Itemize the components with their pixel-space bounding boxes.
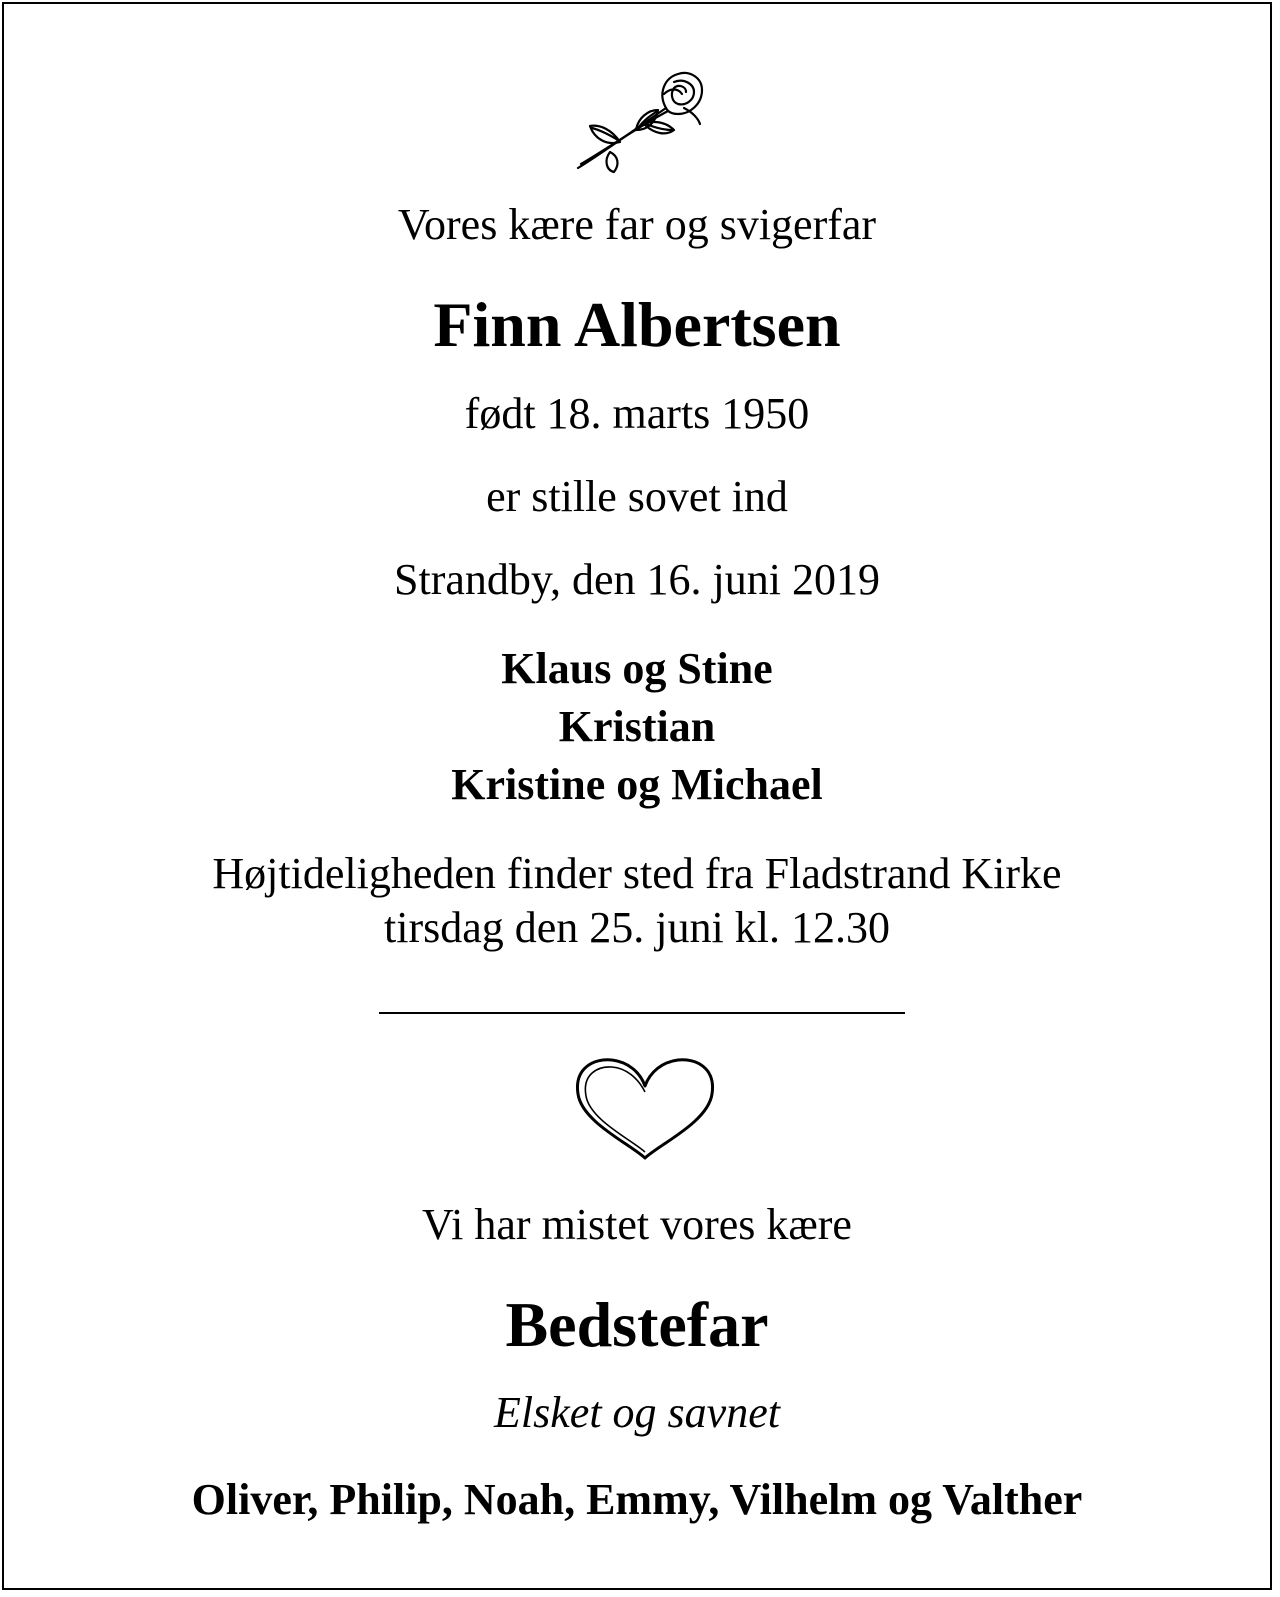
intro-text: Vores kære far og svigerfar bbox=[397, 200, 877, 249]
rose-icon bbox=[574, 64, 714, 174]
grandchildren-intro: Vi har mistet vores kære bbox=[422, 1200, 852, 1249]
motto-text: Elsket og savnet bbox=[494, 1388, 780, 1437]
place-and-date: Strandby, den 16. juni 2019 bbox=[394, 555, 880, 604]
family-line: Kristine og Michael bbox=[451, 760, 823, 809]
service-info-line: Højtideligheden finder sted fra Fladstrand Kirke bbox=[212, 849, 1062, 898]
family-line: Kristian bbox=[558, 702, 716, 751]
service-info-line: tirsdag den 25. juni kl. 12.30 bbox=[384, 903, 890, 952]
section-divider bbox=[379, 1012, 905, 1014]
birth-date: født 18. marts 1950 bbox=[464, 389, 810, 438]
grandfather-title: Bedstefar bbox=[505, 1289, 769, 1360]
deceased-name: Finn Albertsen bbox=[433, 289, 841, 360]
heart-icon bbox=[570, 1054, 720, 1164]
passing-text: er stille sovet ind bbox=[486, 472, 788, 521]
family-line: Klaus og Stine bbox=[501, 644, 773, 693]
grandchildren-names: Oliver, Philip, Noah, Emmy, Vilhelm og Valther bbox=[191, 1475, 1083, 1524]
obituary-notice bbox=[2, 2, 1272, 1590]
